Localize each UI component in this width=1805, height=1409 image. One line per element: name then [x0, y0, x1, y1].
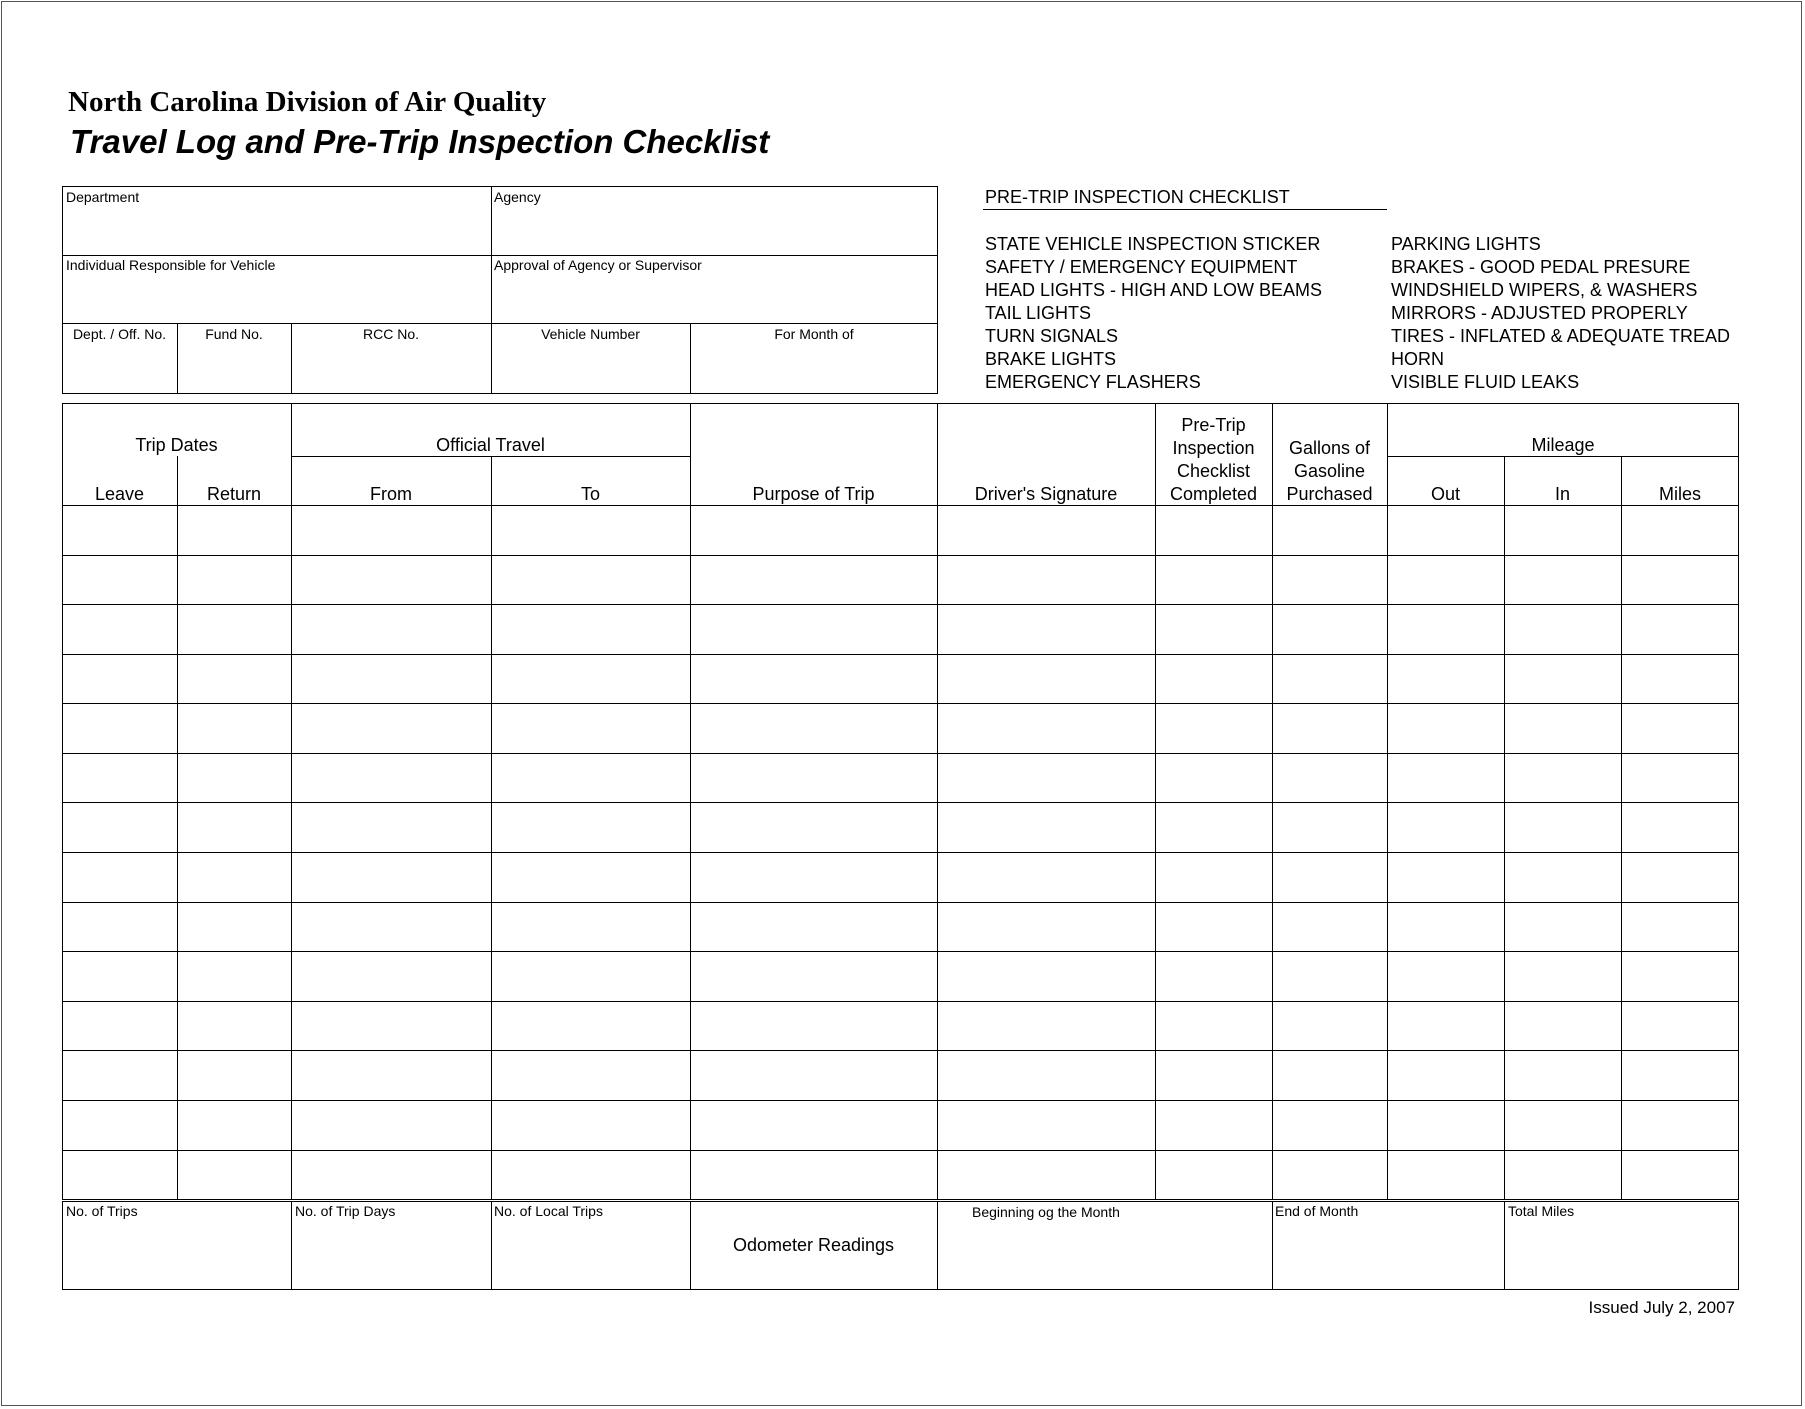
row-line [62, 951, 1739, 952]
header-trip-dates: Trip Dates [135, 435, 218, 455]
document-title: Travel Log and Pre-Trip Inspection Checklist [70, 123, 770, 160]
row-line [62, 1050, 1739, 1051]
issued-date: Issued July 2, 2007 [1588, 1298, 1735, 1317]
row-line [62, 1150, 1739, 1151]
row-line [62, 1001, 1739, 1002]
checklist-item: STATE VEHICLE INSPECTION STICKER [985, 234, 1321, 254]
dept-off-no-field[interactable]: Dept. / Off. No. [72, 326, 167, 342]
vehicle-number-field[interactable]: Vehicle Number [541, 326, 640, 342]
checklist-item: PARKING LIGHTS [1391, 234, 1541, 254]
fund-no-field[interactable]: Fund No. [205, 326, 263, 342]
checklist-title-underline [983, 209, 1387, 210]
beginning-of-month-field[interactable]: Beginning og the Month [972, 1204, 1120, 1220]
rcc-no-field[interactable]: RCC No. [362, 326, 419, 342]
organization-title: North Carolina Division of Air Quality [68, 86, 547, 118]
no-of-trips-field[interactable]: No. of Trips [66, 1203, 138, 1219]
no-of-trip-days-field[interactable]: No. of Trip Days [295, 1203, 396, 1219]
header-mileage: Mileage [1531, 435, 1595, 455]
checklist-item: HEAD LIGHTS - HIGH AND LOW BEAMS [985, 280, 1323, 300]
row-line [62, 852, 1739, 853]
department-field[interactable]: Department [66, 189, 140, 205]
header-pretrip-completed: Pre-Trip Inspection Checklist Completed [1169, 415, 1258, 504]
row-line [62, 902, 1739, 903]
agency-field[interactable]: Agency [494, 189, 541, 205]
checklist-item: TURN SIGNALS [985, 326, 1119, 346]
checklist-right-column [1391, 233, 1730, 394]
checklist-item: HORN [1391, 349, 1444, 369]
header-purpose: Purpose of Trip [752, 484, 875, 504]
checklist-item: BRAKES - GOOD PEDAL PRESURE [1391, 257, 1691, 277]
checklist-item: MIRRORS - ADJUSTED PROPERLY [1391, 303, 1688, 323]
row-line [62, 1100, 1739, 1101]
odometer-readings-label: Odometer Readings [732, 1235, 895, 1255]
row-line [62, 753, 1739, 754]
checklist-title: PRE-TRIP INSPECTION CHECKLIST [985, 187, 1290, 207]
no-of-local-trips-field[interactable]: No. of Local Trips [494, 1203, 603, 1219]
row-line [62, 654, 1739, 655]
checklist-item: SAFETY / EMERGENCY EQUIPMENT [985, 257, 1298, 277]
header-gallons-purchased: Gallons of Gasoline Purchased [1286, 438, 1373, 504]
end-of-month-field[interactable]: End of Month [1275, 1203, 1359, 1219]
checklist-item: EMERGENCY FLASHERS [985, 372, 1201, 392]
checklist-item: BRAKE LIGHTS [985, 349, 1117, 369]
checklist-item: TIRES - INFLATED & ADEQUATE TREAD [1391, 326, 1731, 346]
header-return: Return [206, 484, 262, 504]
header-to: To [580, 484, 600, 504]
for-month-of-field[interactable]: For Month of [774, 326, 854, 342]
header-official-travel: Official Travel [436, 435, 545, 455]
row-line [62, 802, 1739, 803]
checklist-item: VISIBLE FLUID LEAKS [1391, 372, 1580, 392]
checklist-item: WINDSHIELD WIPERS, & WASHERS [1391, 280, 1698, 300]
header-from: From [370, 484, 412, 504]
checklist-item: TAIL LIGHTS [985, 303, 1092, 323]
header-driver-signature: Driver's Signature [974, 484, 1118, 504]
header-miles: Miles [1658, 484, 1701, 504]
header-out: Out [1430, 484, 1460, 504]
header-in: In [1554, 484, 1570, 504]
checklist-left-column [985, 233, 1322, 394]
total-miles-field[interactable]: Total Miles [1508, 1203, 1575, 1219]
approval-field[interactable]: Approval of Agency or Supervisor [494, 257, 702, 273]
info-box-border [62, 186, 938, 394]
header-leave: Leave [94, 484, 145, 504]
row-line [62, 703, 1739, 704]
row-line [62, 604, 1739, 605]
individual-responsible-field[interactable]: Individual Responsible for Vehicle [66, 257, 276, 273]
row-line [62, 555, 1739, 556]
